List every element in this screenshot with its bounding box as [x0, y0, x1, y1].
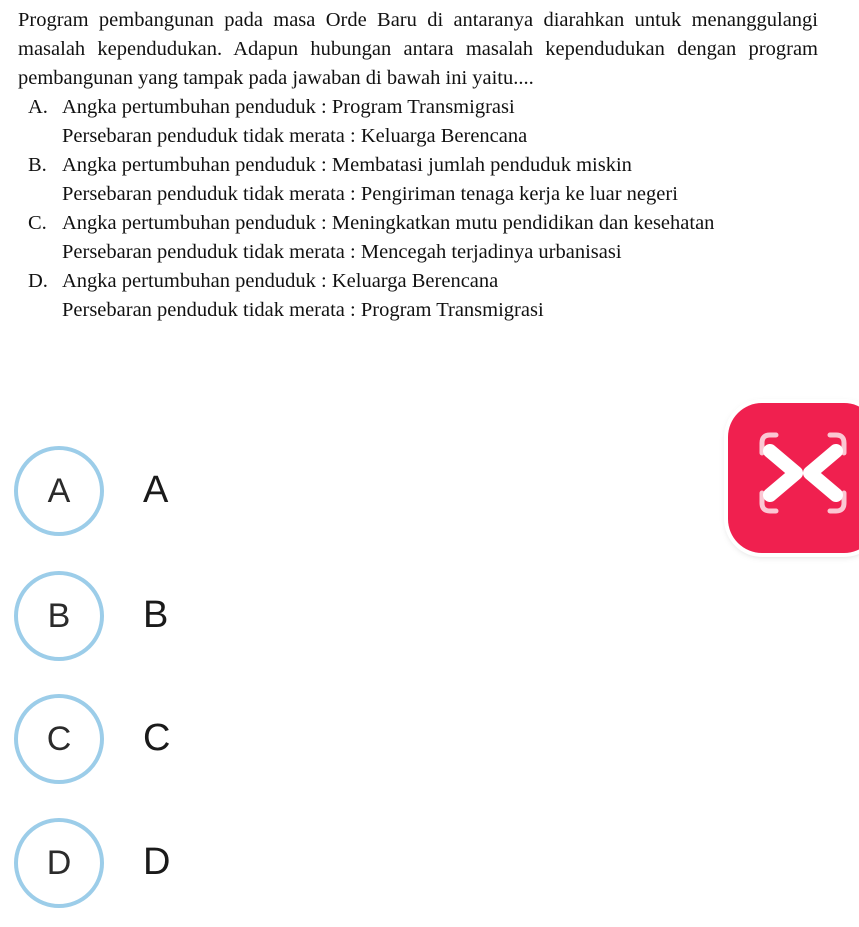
option-line: Persebaran penduduk tidak merata : Keluarga Berencana: [62, 125, 528, 147]
option-line: Persebaran penduduk tidak merata : Pengiriman tenaga kerja ke luar negeri: [62, 183, 678, 205]
answer-choice-a[interactable]: [14, 446, 414, 538]
answer-label-a[interactable]: A: [143, 469, 169, 511]
answer-circle-a[interactable]: A: [14, 446, 104, 536]
option-line: Angka pertumbuhan penduduk : Keluarga Berencana: [62, 270, 499, 292]
answer-choice-b[interactable]: [14, 571, 414, 663]
option-line: Angka pertumbuhan penduduk : Meningkatkan mutu pendidikan dan kesehatan: [62, 212, 715, 234]
option-letter: A.: [28, 96, 48, 118]
answer-circle-b[interactable]: B: [14, 571, 104, 661]
option-line: Persebaran penduduk tidak merata : Program Transmigrasi: [62, 299, 544, 321]
x-logo-icon: [728, 403, 859, 553]
answer-choice-d[interactable]: [14, 818, 414, 910]
answer-label-d[interactable]: D: [143, 841, 171, 883]
option-line: Angka pertumbuhan penduduk : Program Transmigrasi: [62, 96, 515, 118]
option-letter: C.: [28, 212, 47, 234]
option-letter: D.: [28, 270, 48, 292]
option-letter: B.: [28, 154, 47, 176]
answer-choice-c[interactable]: [14, 694, 414, 786]
answer-circle-d[interactable]: D: [14, 818, 104, 908]
x-logo-graphic: [728, 403, 859, 553]
question-stem: Program pembangunan pada masa Orde Baru di antaranya diarahkan untuk menanggulangi masalah kependudukan. Adapun hubungan antara masalah kependudukan dengan program pembangunan yang tampak pada jawaban di bawah ini yaitu....: [18, 9, 818, 89]
option-line: Angka pertumbuhan penduduk : Membatasi jumlah penduduk miskin: [62, 154, 632, 176]
answer-label-b[interactable]: B: [143, 594, 169, 636]
answer-circle-c[interactable]: C: [14, 694, 104, 784]
option-line: Persebaran penduduk tidak merata : Mencegah terjadinya urbanisasi: [62, 241, 622, 263]
answer-label-c[interactable]: C: [143, 717, 171, 759]
